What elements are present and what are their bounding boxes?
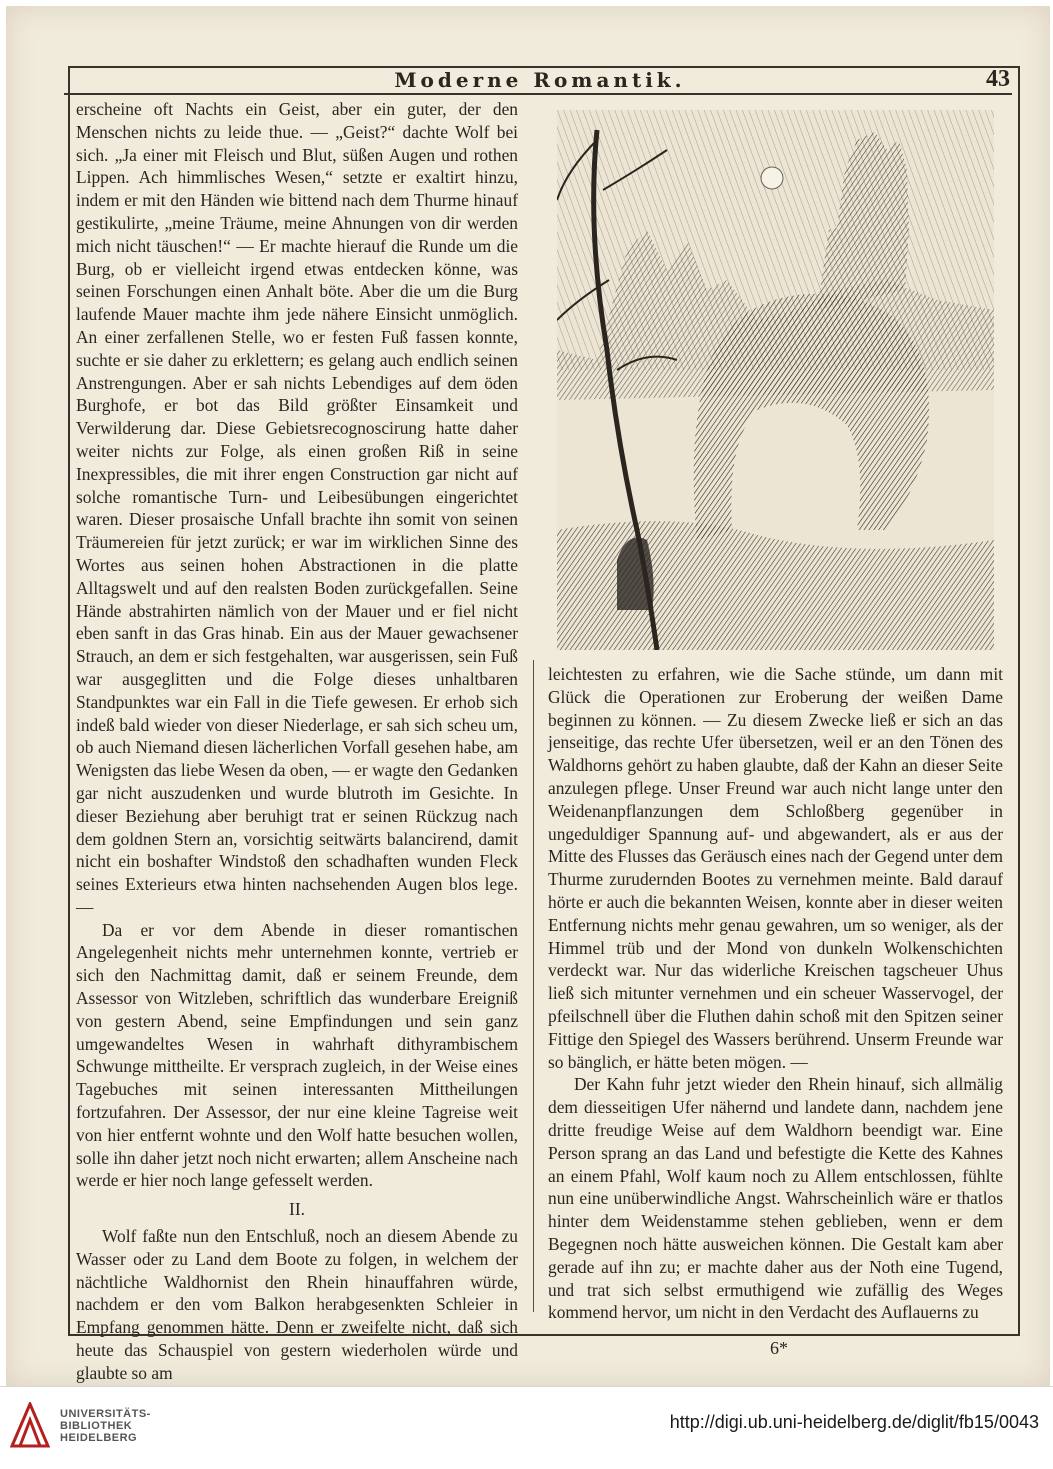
section-paragraph: Wolf faßte nun den Entschluß, noch an diesem Abende zu Wasser oder zu Land dem Boote zu folgen, in welchem der nächtliche Waldhornist den Rhein hinauffahren würde, nachdem er den vom Balkon herabgesenkten Schleier in Empfang genommen hätte. Denn er zweifelte nicht, daß sich heute das Schauspiel von gestern wiederholen würde und glaubte so am: [76, 1226, 518, 1383]
right-column: [548, 663, 1003, 1324]
left-column: [76, 98, 518, 1385]
moon: [761, 167, 783, 189]
right-paragraph-2: Der Kahn fuhr jetzt wieder den Rhein hinauf, sich allmälig dem diesseitigen Ufer nähernd und landete dann, nachdem jene dritte freudige Weise auf dem Waldhorn beendigt war. Eine Person sprang an das Land und befestigte die Kette des Kahnes an einem Pfahl, Wolf kaum noch zu Allem entschlossen, fühlte nun eine unüberwindliche Angst. Wahrscheinlich wäre er thatlos hinter dem Weidenstamme stehen geblieben, wenn er dem Begegnen noch hätte ausweichen können. Die Gestalt kam aber gerade auf ihn zu; er machte daher aus der Noth eine Tugend, und trat sich selbst ermuthigend wie zufällig des Weges kommend hervor, um nicht in den Verdacht des Auflauerns zu: [548, 1074, 1003, 1323]
source-url-link[interactable]: http://digi.ub.uni-heidelberg.de/diglit/fb15/0043: [669, 1412, 1039, 1432]
signature-mark: 6*: [770, 1338, 788, 1358]
running-title: Moderne Romantik.: [394, 68, 686, 92]
library-name-line-1: UNIVERSITÄTS-: [60, 1408, 151, 1420]
library-name-line-2: BIBLIOTHEK: [60, 1420, 133, 1432]
left-paragraph-1: erscheine oft Nachts ein Geist, aber ein guter, der den Menschen nichts zu leide thue. — „Geist?“ dachte Wolf bei sich. „Ja einer mit Fleisch und Blut, süßen Augen und rothen Lippen. Ach himmlisches Wesen,“ setzte er exaltirt hinzu, indem er mit den Händen wie bittend nach dem Thurme hinauf gestikulirte, „meine Träume, meine Ahnungen von dir werden mich nicht täuschen!“ — Er machte hierauf die Runde um die Burg, ob er vielleicht irgend etwas entdecken könne, was seinen Forschungen einen Anhalt böte. Aber die um die Burg laufende Mauer machte ihm jede nähere Einsicht unmöglich. An einer zerfallenen Stelle, wo er festen Fuß fassen konnte, suchte er sie daher zu erklettern; es gelang auch endlich seinen Anstrengungen. Aber er sah nichts Lebendiges auf dem öden Burghofe, er bot das Bild größter Einsamkeit und Verwilderung dar. Diese Gebietsrecognoscirung hatte daher weiter nichts zur Folge, als einen großen Riß in seine Inexpressibles, die mit ihrer engen Construction gar nicht auf solche romantische Turn- und Leibesübungen eingerichtet waren. Dieser prosaische Unfall brachte ihn somit von seinen Träumereien für jetzt zurück; er war im wirklichen Sinne des Wortes aus seinen hohen Abstractionen in die platte Alltagswelt und auf den realsten Boden zurückgefallen. Seine Hände abstrahirten nämlich von der Mauer und er fiel nicht eben sanft in das Gras hinab. Ein aus der Mauer gewachsener Strauch, an dem er sich festgehalten, war ausgerissen, sein Fuß war ausgeglitten und die Folge dieses unhaltbaren Standpunktes war ein Fall in die Tiefe gewesen. Er erhob sich indeß bald wieder von dieser Niederlage, er sah sich scheu um, ob auch Niemand diesen lächerlichen Vorfall gesehen habe, am Wenigsten das liebe Wesen da oben, — er wagte den Gedanken gar nicht auszudenken und wurde blutroth im Gesichte. In dieser Beziehung aber beruhigt trat er seinen Rückzug nach dem goldnen Stern an, vorsichtig seitwärts balancirend, damit nicht ein boshafter Windstoß den schadhaften wunden Fleck seines Exterieurs etwa hinten nachsehenden Augen blos lege. —: [76, 99, 518, 917]
library-name-line-3: HEIDELBERG: [60, 1432, 138, 1444]
header-rule: [64, 93, 1012, 95]
seated-figure: [617, 538, 654, 611]
right-paragraph-1: leichtesten zu erfahren, wie die Sache stünde, um dann mit Glück die Operationen zur Eroberung der weißen Dame beginnen zu können. — Zu diesem Zwecke ließ er sich an das jenseitige, das rechte Ufer übersetzen, weil er an den Tönen des Waldhorns gehört zu haben glaubte, daß der Kahn an dieser Seite anzulegen pflege. Unser Freund war auch nicht lange unter den Weidenanpflanzungen dem Schloßberg gegenüber in ungeduldiger Spannung auf- und abgewandert, als er aus der Mitte des Flusses das Geräusch eines nach der Gegend unter dem Thurme zurudernden Bootes zu vernehmen meinte. Bald darauf hörte er auch die bekannten Weisen, konnte aber in dieser weiten Entfernung nichts mehr genau gewahren, um so weniger, als der Himmel trüb und der Mond von dunkeln Wolkenschichten verdeckt war. Nur das widerliche Kreischen tagscheuer Uhus ließ sich mitunter vernehmen und ein scheuer Wasservogel, der pfeilschnell über die Fluthen dahin schoß mit den Spitzen seiner Fittige den Spiegel des Wassers berührend. Unserm Freunde war so bänglich, er hätte beten mögen. —: [548, 664, 1003, 1072]
left-paragraph-2: Da er vor dem Abende in dieser romantischen Angelegenheit nichts mehr unternehmen konnte, vertrieb er sich den Nachmittag damit, daß er seinem Freunde, dem Assessor von Witzleben, schriftlich das wunderbare Ereigniß von gestern Abend, seine Empfindungen und sein ganz umgewandeltes Wesen in wahrhaft dithyrambischem Schwunge mittheilte. Er versprach zugleich, in der Weise eines Tagebuches mit seinen interessanten Mittheilungen fortzufahren. Der Assessor, der nur eine kleine Tagreise weit von hier entfernt wohnte und den Wolf hatte besuchen wollen, solle ihn daher jetzt noch nicht erwarten; allem Anscheine nach werde er hier noch lange gefesselt werden.: [76, 919, 518, 1191]
engraving-illustration: [557, 110, 994, 650]
column-rule: [533, 660, 534, 1312]
library-name: [60, 1408, 151, 1444]
page-number: 43: [986, 66, 1010, 92]
university-library-logo-icon: [10, 1402, 50, 1448]
section-heading: II.: [289, 1199, 305, 1220]
